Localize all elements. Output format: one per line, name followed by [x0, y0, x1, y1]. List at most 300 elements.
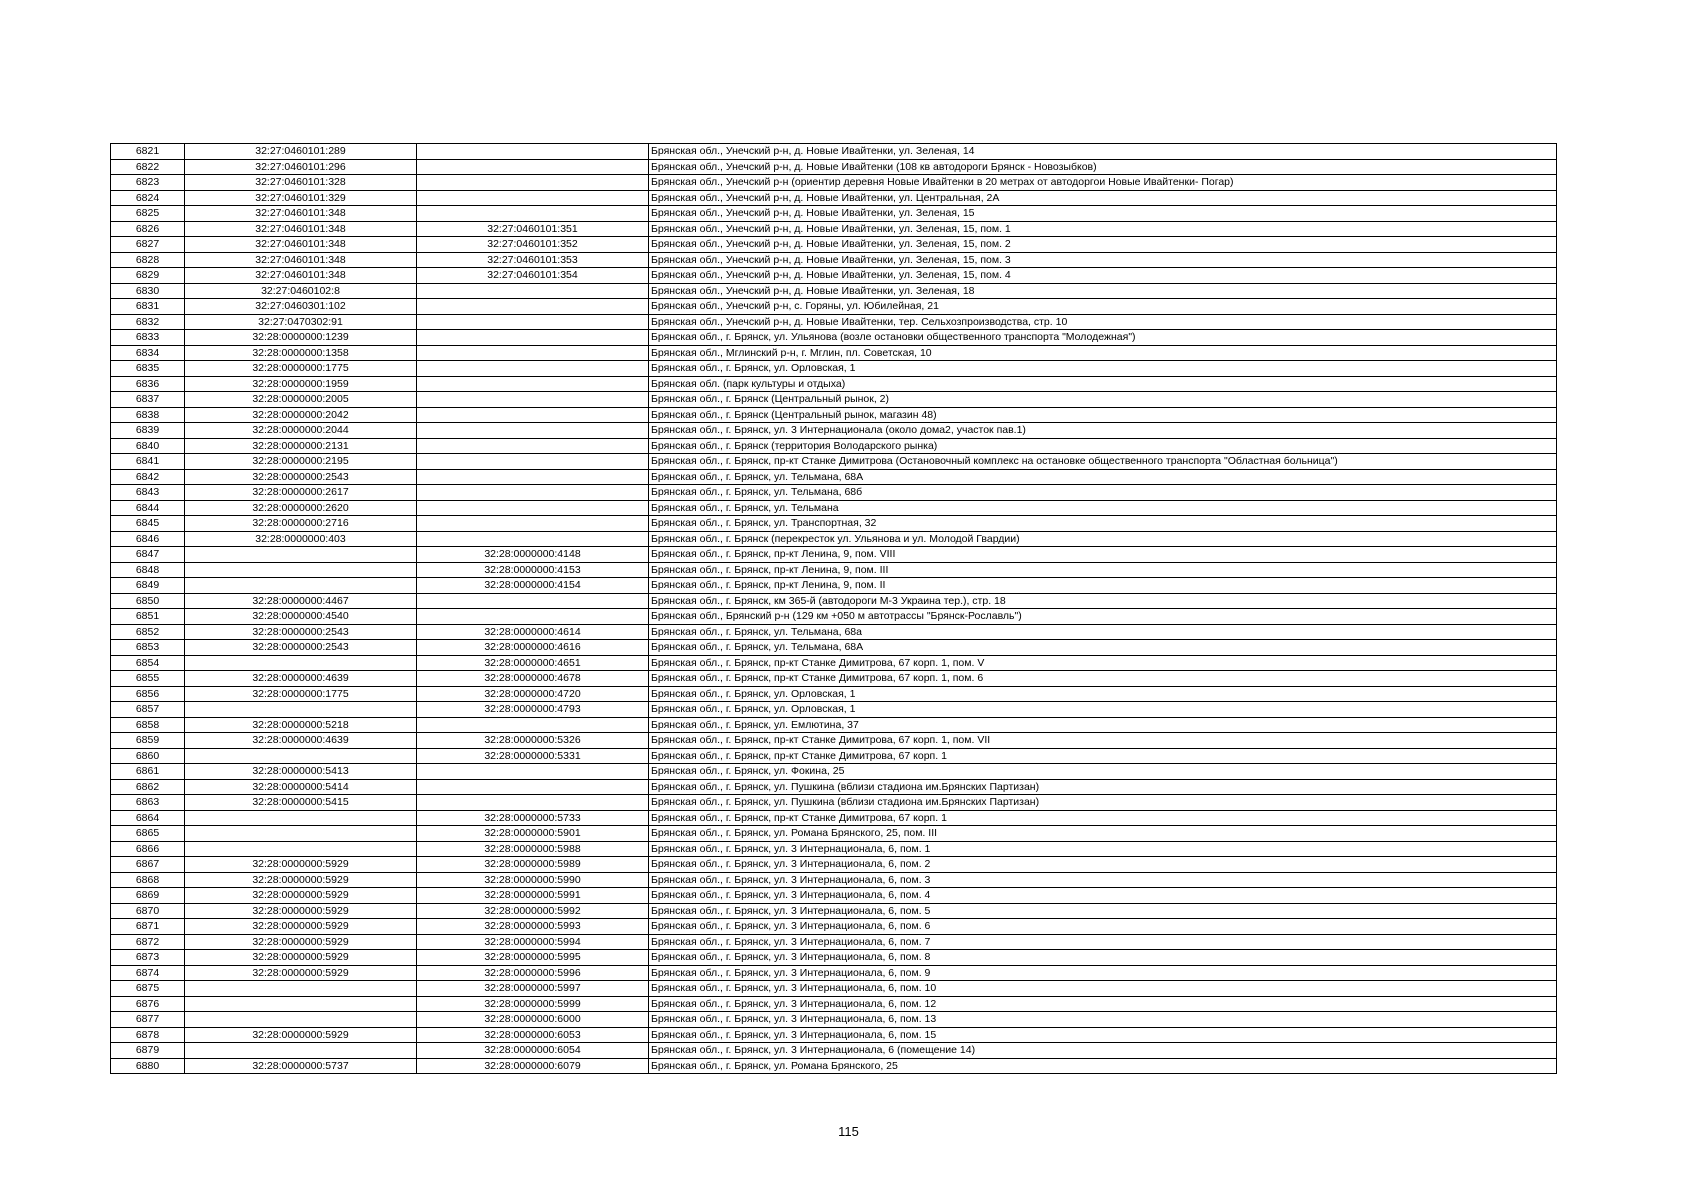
row-number-cell: 6866	[111, 841, 185, 857]
cadastral-number-cell: 32:28:0000000:4467	[185, 593, 417, 609]
address-cell: Брянская обл., г. Брянск, пр-кт Станке Димитрова, 67 корп. 1, пом. 6	[649, 671, 1557, 687]
cadastral-number-cell: 32:27:0460101:329	[185, 190, 417, 206]
row-number-cell: 6863	[111, 795, 185, 811]
cadastral-number-cell: 32:28:0000000:5413	[185, 764, 417, 780]
cadastral-number-cell: 32:27:0460102:8	[185, 283, 417, 299]
row-number-cell: 6874	[111, 965, 185, 981]
row-number-cell: 6877	[111, 1012, 185, 1028]
row-number-cell: 6830	[111, 283, 185, 299]
row-number-cell: 6825	[111, 206, 185, 222]
address-cell: Брянская обл., г. Брянск (перекресток ул. Ульянова и ул. Молодой Гвардии)	[649, 531, 1557, 547]
table-row	[111, 671, 1557, 687]
table-row	[111, 857, 1557, 873]
table-row	[111, 1058, 1557, 1074]
cadastral-number-cell: 32:28:0000000:5414	[185, 779, 417, 795]
table-row	[111, 237, 1557, 253]
row-number-cell: 6840	[111, 438, 185, 454]
object-number-cell	[417, 345, 649, 361]
table-row	[111, 826, 1557, 842]
cadastral-number-cell: 32:28:0000000:5929	[185, 934, 417, 950]
address-cell: Брянская обл., г. Брянск, ул. 3 Интернационала, 6, пом. 10	[649, 981, 1557, 997]
cadastral-number-cell: 32:28:0000000:5929	[185, 950, 417, 966]
table-row	[111, 764, 1557, 780]
table-row	[111, 965, 1557, 981]
table-row	[111, 934, 1557, 950]
table-row	[111, 950, 1557, 966]
registry-table	[110, 143, 1557, 1074]
table-row	[111, 810, 1557, 826]
address-cell: Брянская обл., г. Брянск, пр-кт Станке Димитрова, 67 корп. 1, пом. V	[649, 655, 1557, 671]
page-number: 115	[838, 1124, 859, 1139]
table-row	[111, 330, 1557, 346]
address-cell: Брянская обл., Унечский р-н, д. Новые Ивайтенки (108 кв автодороги Брянск - Новозыбков)	[649, 159, 1557, 175]
object-number-cell	[417, 531, 649, 547]
table-row	[111, 361, 1557, 377]
table-row	[111, 733, 1557, 749]
table-row	[111, 221, 1557, 237]
row-number-cell: 6879	[111, 1043, 185, 1059]
address-cell: Брянская обл., г. Брянск, ул. Орловская, 1	[649, 686, 1557, 702]
address-cell: Брянская обл., г. Брянск, ул. Пушкина (вблизи стадиона им.Брянских Партизан)	[649, 795, 1557, 811]
object-number-cell: 32:28:0000000:5996	[417, 965, 649, 981]
row-number-cell: 6861	[111, 764, 185, 780]
object-number-cell	[417, 717, 649, 733]
object-number-cell: 32:27:0460101:354	[417, 268, 649, 284]
table-row	[111, 283, 1557, 299]
table-row	[111, 1012, 1557, 1028]
cadastral-number-cell: 32:27:0460101:289	[185, 144, 417, 160]
object-number-cell: 32:28:0000000:4720	[417, 686, 649, 702]
object-number-cell: 32:28:0000000:5992	[417, 903, 649, 919]
table-row	[111, 717, 1557, 733]
address-cell: Брянская обл., г. Брянск (Центральный рынок, магазин 48)	[649, 407, 1557, 423]
address-cell: Брянская обл., г. Брянск, ул. 3 Интернационала (около дома2, участок пав.1)	[649, 423, 1557, 439]
cadastral-number-cell: 32:28:0000000:5929	[185, 919, 417, 935]
row-number-cell: 6856	[111, 686, 185, 702]
object-number-cell: 32:28:0000000:4616	[417, 640, 649, 656]
cadastral-number-cell: 32:28:0000000:2044	[185, 423, 417, 439]
cadastral-number-cell: 32:28:0000000:5929	[185, 857, 417, 873]
row-number-cell: 6837	[111, 392, 185, 408]
address-cell: Брянская обл., г. Брянск, ул. 3 Интернационала, 6, пом. 12	[649, 996, 1557, 1012]
object-number-cell: 32:28:0000000:4793	[417, 702, 649, 718]
row-number-cell: 6871	[111, 919, 185, 935]
row-number-cell: 6839	[111, 423, 185, 439]
cadastral-number-cell	[185, 655, 417, 671]
table-row	[111, 841, 1557, 857]
row-number-cell: 6876	[111, 996, 185, 1012]
object-number-cell	[417, 764, 649, 780]
object-number-cell	[417, 500, 649, 516]
row-number-cell: 6823	[111, 175, 185, 191]
table-row	[111, 795, 1557, 811]
table-row	[111, 144, 1557, 160]
table-row	[111, 547, 1557, 563]
table-row	[111, 686, 1557, 702]
address-cell: Брянская обл., Унечский р-н, д. Новые Ивайтенки, ул. Зеленая, 15, пом. 2	[649, 237, 1557, 253]
cadastral-number-cell: 32:28:0000000:2195	[185, 454, 417, 470]
cadastral-number-cell: 32:28:0000000:2617	[185, 485, 417, 501]
row-number-cell: 6827	[111, 237, 185, 253]
row-number-cell: 6851	[111, 609, 185, 625]
row-number-cell: 6835	[111, 361, 185, 377]
object-number-cell	[417, 438, 649, 454]
row-number-cell: 6849	[111, 578, 185, 594]
cadastral-number-cell: 32:28:0000000:5415	[185, 795, 417, 811]
row-number-cell: 6833	[111, 330, 185, 346]
table-row	[111, 299, 1557, 315]
table-row	[111, 624, 1557, 640]
row-number-cell: 6870	[111, 903, 185, 919]
table-row	[111, 438, 1557, 454]
cadastral-number-cell: 32:28:0000000:5218	[185, 717, 417, 733]
table-row	[111, 1043, 1557, 1059]
object-number-cell: 32:28:0000000:4154	[417, 578, 649, 594]
object-number-cell: 32:27:0460101:352	[417, 237, 649, 253]
address-cell: Брянская обл., Унечский р-н, д. Новые Ивайтенки, тер. Сельхозпроизводства, стр. 10	[649, 314, 1557, 330]
table-row	[111, 779, 1557, 795]
row-number-cell: 6844	[111, 500, 185, 516]
object-number-cell: 32:28:0000000:5994	[417, 934, 649, 950]
table-row	[111, 903, 1557, 919]
table-row	[111, 268, 1557, 284]
row-number-cell: 6862	[111, 779, 185, 795]
object-number-cell: 32:28:0000000:5999	[417, 996, 649, 1012]
cadastral-number-cell	[185, 748, 417, 764]
object-number-cell: 32:28:0000000:4678	[417, 671, 649, 687]
object-number-cell: 32:28:0000000:6079	[417, 1058, 649, 1074]
cadastral-number-cell: 32:28:0000000:2005	[185, 392, 417, 408]
row-number-cell: 6848	[111, 562, 185, 578]
object-number-cell: 32:28:0000000:4651	[417, 655, 649, 671]
address-cell: Брянская обл., г. Брянск, ул. Ульянова (возле остановки общественного транспорта "Молодежная")	[649, 330, 1557, 346]
row-number-cell: 6875	[111, 981, 185, 997]
table-row	[111, 190, 1557, 206]
object-number-cell	[417, 392, 649, 408]
address-cell: Брянская обл., г. Брянск, ул. 3 Интернационала, 6, пом. 15	[649, 1027, 1557, 1043]
object-number-cell	[417, 144, 649, 160]
row-number-cell: 6828	[111, 252, 185, 268]
address-cell: Брянская обл., Унечский р-н, д. Новые Ивайтенки, ул. Зеленая, 18	[649, 283, 1557, 299]
cadastral-number-cell: 32:28:0000000:1239	[185, 330, 417, 346]
table-row	[111, 609, 1557, 625]
address-cell: Брянская обл., г. Брянск, ул. 3 Интернационала, 6, пом. 13	[649, 1012, 1557, 1028]
object-number-cell	[417, 779, 649, 795]
object-number-cell: 32:28:0000000:6000	[417, 1012, 649, 1028]
address-cell: Брянская обл., г. Брянск, пр-кт Станке Димитрова, 67 корп. 1	[649, 748, 1557, 764]
address-cell: Брянская обл., Брянский р-н (129 км +050 м автотрассы "Брянск-Рославль")	[649, 609, 1557, 625]
row-number-cell: 6831	[111, 299, 185, 315]
address-cell: Брянская обл., г. Брянск, ул. Романа Брянского, 25, пом. III	[649, 826, 1557, 842]
cadastral-number-cell	[185, 547, 417, 563]
table-row	[111, 175, 1557, 191]
row-number-cell: 6834	[111, 345, 185, 361]
row-number-cell: 6850	[111, 593, 185, 609]
address-cell: Брянская обл., г. Брянск, ул. Тельмана, 68А	[649, 640, 1557, 656]
cadastral-number-cell: 32:28:0000000:1358	[185, 345, 417, 361]
address-cell: Брянская обл., г. Брянск, ул. 3 Интернационала, 6, пом. 4	[649, 888, 1557, 904]
address-cell: Брянская обл., Унечский р-н, д. Новые Ивайтенки, ул. Зеленая, 15, пом. 3	[649, 252, 1557, 268]
row-number-cell: 6821	[111, 144, 185, 160]
row-number-cell: 6852	[111, 624, 185, 640]
address-cell: Брянская обл., г. Брянск, пр-кт Ленина, 9, пом. II	[649, 578, 1557, 594]
cadastral-number-cell	[185, 702, 417, 718]
object-number-cell: 32:28:0000000:5331	[417, 748, 649, 764]
address-cell: Брянская обл., Унечский р-н, д. Новые Ивайтенки, ул. Зеленая, 15	[649, 206, 1557, 222]
address-cell: Брянская обл., г. Брянск, ул. Транспортная, 32	[649, 516, 1557, 532]
table-row	[111, 888, 1557, 904]
address-cell: Брянская обл., г. Брянск, ул. Емлютина, 37	[649, 717, 1557, 733]
table-row	[111, 702, 1557, 718]
object-number-cell: 32:28:0000000:4614	[417, 624, 649, 640]
object-number-cell: 32:28:0000000:5997	[417, 981, 649, 997]
object-number-cell	[417, 175, 649, 191]
cadastral-number-cell: 32:28:0000000:2042	[185, 407, 417, 423]
registry-table-container	[110, 143, 1556, 1074]
row-number-cell: 6843	[111, 485, 185, 501]
table-row	[111, 376, 1557, 392]
table-row	[111, 640, 1557, 656]
address-cell: Брянская обл., г. Брянск, ул. 3 Интернационала, 6, пом. 7	[649, 934, 1557, 950]
address-cell: Брянская обл., г. Брянск, ул. 3 Интернационала, 6, пом. 6	[649, 919, 1557, 935]
address-cell: Брянская обл., Унечский р-н, д. Новые Ивайтенки, ул. Зеленая, 14	[649, 144, 1557, 160]
object-number-cell: 32:27:0460101:353	[417, 252, 649, 268]
object-number-cell	[417, 795, 649, 811]
object-number-cell	[417, 469, 649, 485]
table-row	[111, 206, 1557, 222]
row-number-cell: 6869	[111, 888, 185, 904]
table-row	[111, 423, 1557, 439]
cadastral-number-cell: 32:28:0000000:2543	[185, 640, 417, 656]
address-cell: Брянская обл., Унечский р-н, с. Горяны, ул. Юбилейная, 21	[649, 299, 1557, 315]
cadastral-number-cell: 32:28:0000000:4540	[185, 609, 417, 625]
address-cell: Брянская обл., г. Брянск, ул. 3 Интернационала, 6, пом. 1	[649, 841, 1557, 857]
object-number-cell	[417, 283, 649, 299]
object-number-cell	[417, 190, 649, 206]
row-number-cell: 6872	[111, 934, 185, 950]
row-number-cell: 6829	[111, 268, 185, 284]
cadastral-number-cell: 32:27:0460101:348	[185, 221, 417, 237]
cadastral-number-cell	[185, 981, 417, 997]
cadastral-number-cell: 32:27:0460101:328	[185, 175, 417, 191]
address-cell: Брянская обл., г. Брянск, ул. Орловская, 1	[649, 361, 1557, 377]
cadastral-number-cell: 32:27:0460101:348	[185, 206, 417, 222]
table-row	[111, 996, 1557, 1012]
address-cell: Брянская обл., г. Брянск, пр-кт Станке Димитрова, 67 корп. 1	[649, 810, 1557, 826]
cadastral-number-cell	[185, 1043, 417, 1059]
cadastral-number-cell	[185, 562, 417, 578]
object-number-cell	[417, 423, 649, 439]
row-number-cell: 6858	[111, 717, 185, 733]
row-number-cell: 6845	[111, 516, 185, 532]
cadastral-number-cell: 32:28:0000000:5929	[185, 903, 417, 919]
table-row	[111, 159, 1557, 175]
address-cell: Брянская обл., г. Брянск, км 365-й (автодороги М-3 Украина тер.), стр. 18	[649, 593, 1557, 609]
address-cell: Брянская обл., г. Брянск, ул. 3 Интернационала, 6 (помещение 14)	[649, 1043, 1557, 1059]
table-row	[111, 345, 1557, 361]
object-number-cell: 32:28:0000000:5989	[417, 857, 649, 873]
registry-table-body	[111, 144, 1557, 1074]
address-cell: Брянская обл., г. Брянск, пр-кт Станке Димитрова, 67 корп. 1, пом. VII	[649, 733, 1557, 749]
address-cell: Брянская обл., г. Брянск, ул. 3 Интернационала, 6, пом. 9	[649, 965, 1557, 981]
table-row	[111, 469, 1557, 485]
row-number-cell: 6878	[111, 1027, 185, 1043]
address-cell: Брянская обл., Унечский р-н, д. Новые Ивайтенки, ул. Зеленая, 15, пом. 4	[649, 268, 1557, 284]
table-row	[111, 1027, 1557, 1043]
table-row	[111, 454, 1557, 470]
cadastral-number-cell: 32:27:0470302:91	[185, 314, 417, 330]
object-number-cell: 32:28:0000000:5991	[417, 888, 649, 904]
cadastral-number-cell: 32:28:0000000:2620	[185, 500, 417, 516]
object-number-cell: 32:28:0000000:5990	[417, 872, 649, 888]
address-cell: Брянская обл., г. Брянск, ул. Пушкина (вблизи стадиона им.Брянских Партизан)	[649, 779, 1557, 795]
object-number-cell: 32:27:0460101:351	[417, 221, 649, 237]
cadastral-number-cell	[185, 578, 417, 594]
row-number-cell: 6867	[111, 857, 185, 873]
cadastral-number-cell: 32:28:0000000:5929	[185, 1027, 417, 1043]
object-number-cell: 32:28:0000000:5326	[417, 733, 649, 749]
cadastral-number-cell: 32:27:0460101:296	[185, 159, 417, 175]
object-number-cell	[417, 376, 649, 392]
table-row	[111, 562, 1557, 578]
cadastral-number-cell: 32:28:0000000:5737	[185, 1058, 417, 1074]
cadastral-number-cell: 32:28:0000000:5929	[185, 965, 417, 981]
row-number-cell: 6838	[111, 407, 185, 423]
object-number-cell: 32:28:0000000:6053	[417, 1027, 649, 1043]
address-cell: Брянская обл., г. Брянск (Центральный рынок, 2)	[649, 392, 1557, 408]
object-number-cell	[417, 485, 649, 501]
cadastral-number-cell: 32:28:0000000:2543	[185, 469, 417, 485]
cadastral-number-cell: 32:27:0460301:102	[185, 299, 417, 315]
address-cell: Брянская обл., г. Брянск, ул. Орловская, 1	[649, 702, 1557, 718]
row-number-cell: 6860	[111, 748, 185, 764]
address-cell: Брянская обл., г. Брянск (территория Володарского рынка)	[649, 438, 1557, 454]
table-row	[111, 531, 1557, 547]
address-cell: Брянская обл., Унечский р-н (ориентир деревня Новые Ивайтенки в 20 метрах от автодоргои Новые Ивайтенки- Погар)	[649, 175, 1557, 191]
table-row	[111, 252, 1557, 268]
address-cell: Брянская обл., г. Брянск, ул. Фокина, 25	[649, 764, 1557, 780]
address-cell: Брянская обл., г. Брянск, ул. Тельмана, 68а	[649, 624, 1557, 640]
cadastral-number-cell: 32:28:0000000:4639	[185, 671, 417, 687]
object-number-cell: 32:28:0000000:6054	[417, 1043, 649, 1059]
table-row	[111, 500, 1557, 516]
row-number-cell: 6868	[111, 872, 185, 888]
cadastral-number-cell	[185, 810, 417, 826]
address-cell: Брянская обл., г. Брянск, ул. 3 Интернационала, 6, пом. 3	[649, 872, 1557, 888]
row-number-cell: 6853	[111, 640, 185, 656]
row-number-cell: 6846	[111, 531, 185, 547]
row-number-cell: 6873	[111, 950, 185, 966]
cadastral-number-cell: 32:28:0000000:1775	[185, 361, 417, 377]
table-row	[111, 919, 1557, 935]
table-row	[111, 981, 1557, 997]
cadastral-number-cell: 32:28:0000000:403	[185, 531, 417, 547]
cadastral-number-cell	[185, 1012, 417, 1028]
object-number-cell: 32:28:0000000:5988	[417, 841, 649, 857]
table-row	[111, 485, 1557, 501]
table-row	[111, 407, 1557, 423]
row-number-cell: 6864	[111, 810, 185, 826]
address-cell: Брянская обл., г. Брянск, ул. Романа Брянского, 25	[649, 1058, 1557, 1074]
address-cell: Брянская обл., г. Брянск, ул. Тельмана	[649, 500, 1557, 516]
object-number-cell	[417, 516, 649, 532]
address-cell: Брянская обл., г. Брянск, ул. 3 Интернационала, 6, пом. 2	[649, 857, 1557, 873]
cadastral-number-cell: 32:28:0000000:2543	[185, 624, 417, 640]
row-number-cell: 6865	[111, 826, 185, 842]
address-cell: Брянская обл., г. Брянск, ул. Тельмана, 68А	[649, 469, 1557, 485]
row-number-cell: 6832	[111, 314, 185, 330]
row-number-cell: 6824	[111, 190, 185, 206]
table-row	[111, 655, 1557, 671]
row-number-cell: 6822	[111, 159, 185, 175]
object-number-cell	[417, 206, 649, 222]
cadastral-number-cell: 32:28:0000000:5929	[185, 872, 417, 888]
cadastral-number-cell: 32:28:0000000:5929	[185, 888, 417, 904]
address-cell: Брянская обл., г. Брянск, ул. 3 Интернационала, 6, пом. 8	[649, 950, 1557, 966]
object-number-cell	[417, 314, 649, 330]
row-number-cell: 6880	[111, 1058, 185, 1074]
row-number-cell: 6826	[111, 221, 185, 237]
object-number-cell: 32:28:0000000:4148	[417, 547, 649, 563]
object-number-cell	[417, 159, 649, 175]
row-number-cell: 6854	[111, 655, 185, 671]
cadastral-number-cell	[185, 826, 417, 842]
address-cell: Брянская обл., г. Брянск, пр-кт Ленина, 9, пом. VIII	[649, 547, 1557, 563]
row-number-cell: 6857	[111, 702, 185, 718]
address-cell: Брянская обл., г. Брянск, ул. Тельмана, 68б	[649, 485, 1557, 501]
object-number-cell: 32:28:0000000:5993	[417, 919, 649, 935]
address-cell: Брянская обл., Унечский р-н, д. Новые Ивайтенки, ул. Зеленая, 15, пом. 1	[649, 221, 1557, 237]
table-row	[111, 516, 1557, 532]
address-cell: Брянская обл., Унечский р-н, д. Новые Ивайтенки, ул. Центральная, 2А	[649, 190, 1557, 206]
object-number-cell: 32:28:0000000:5733	[417, 810, 649, 826]
cadastral-number-cell: 32:28:0000000:1775	[185, 686, 417, 702]
cadastral-number-cell: 32:28:0000000:4639	[185, 733, 417, 749]
table-row	[111, 748, 1557, 764]
cadastral-number-cell: 32:27:0460101:348	[185, 268, 417, 284]
object-number-cell	[417, 361, 649, 377]
address-cell: Брянская обл., г. Брянск, пр-кт Ленина, 9, пом. III	[649, 562, 1557, 578]
row-number-cell: 6847	[111, 547, 185, 563]
address-cell: Брянская обл., г. Брянск, пр-кт Станке Димитрова (Остановочный комплекс на остановке общественного транспорта "Областная больница")	[649, 454, 1557, 470]
row-number-cell: 6841	[111, 454, 185, 470]
object-number-cell	[417, 330, 649, 346]
row-number-cell: 6842	[111, 469, 185, 485]
object-number-cell: 32:28:0000000:5995	[417, 950, 649, 966]
object-number-cell: 32:28:0000000:5901	[417, 826, 649, 842]
cadastral-number-cell: 32:28:0000000:2131	[185, 438, 417, 454]
cadastral-number-cell: 32:27:0460101:348	[185, 252, 417, 268]
cadastral-number-cell: 32:27:0460101:348	[185, 237, 417, 253]
object-number-cell	[417, 609, 649, 625]
address-cell: Брянская обл., Мглинский р-н, г. Мглин, пл. Советская, 10	[649, 345, 1557, 361]
object-number-cell	[417, 593, 649, 609]
cadastral-number-cell	[185, 841, 417, 857]
table-row	[111, 872, 1557, 888]
cadastral-number-cell: 32:28:0000000:2716	[185, 516, 417, 532]
object-number-cell	[417, 299, 649, 315]
row-number-cell: 6836	[111, 376, 185, 392]
row-number-cell: 6859	[111, 733, 185, 749]
address-cell: Брянская обл., г. Брянск, ул. 3 Интернационала, 6, пом. 5	[649, 903, 1557, 919]
object-number-cell	[417, 454, 649, 470]
object-number-cell	[417, 407, 649, 423]
row-number-cell: 6855	[111, 671, 185, 687]
table-row	[111, 392, 1557, 408]
cadastral-number-cell: 32:28:0000000:1959	[185, 376, 417, 392]
table-row	[111, 593, 1557, 609]
table-row	[111, 578, 1557, 594]
